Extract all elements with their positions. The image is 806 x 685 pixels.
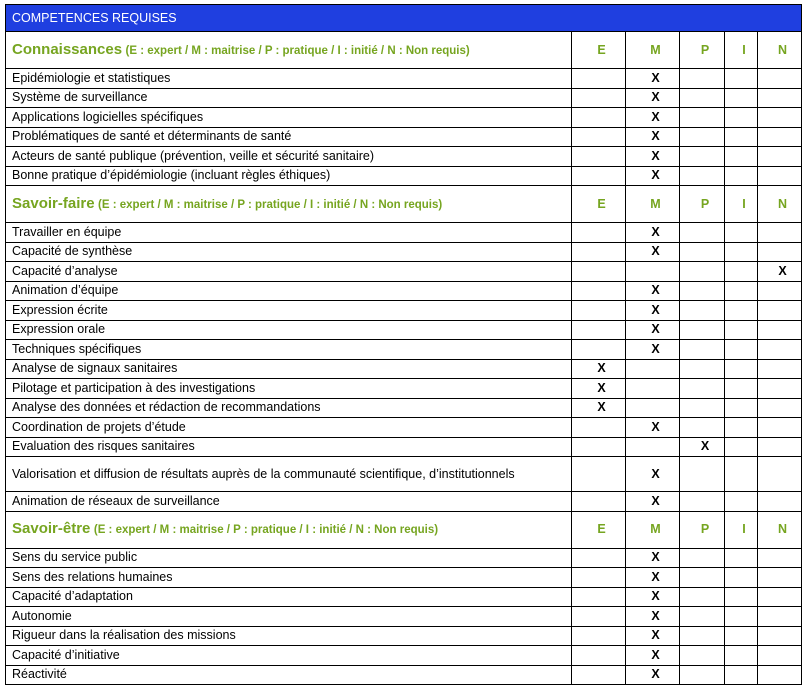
level-cell-i bbox=[725, 166, 758, 186]
competence-label: Autonomie bbox=[6, 607, 572, 627]
level-mark: X bbox=[572, 379, 626, 399]
level-cell-i bbox=[725, 301, 758, 321]
level-cell-p bbox=[680, 147, 725, 167]
level-cell-p bbox=[680, 568, 725, 588]
level-mark: X bbox=[626, 281, 680, 301]
table-row bbox=[6, 340, 802, 360]
level-cell-e bbox=[572, 262, 626, 282]
level-cell-n bbox=[758, 398, 802, 418]
competence-label: Expression écrite bbox=[6, 301, 572, 321]
level-mark: X bbox=[626, 166, 680, 186]
banner-row bbox=[6, 5, 802, 32]
level-cell-n bbox=[758, 492, 802, 512]
level-cell-n bbox=[758, 242, 802, 262]
level-mark: X bbox=[626, 127, 680, 147]
level-cell-m bbox=[626, 359, 680, 379]
section-header-row bbox=[6, 186, 802, 223]
level-header-m: M bbox=[626, 511, 680, 548]
level-cell-p bbox=[680, 665, 725, 685]
level-mark: X bbox=[626, 665, 680, 685]
section-header bbox=[6, 511, 572, 548]
level-cell-i bbox=[725, 492, 758, 512]
level-cell-e bbox=[572, 665, 626, 685]
table-row bbox=[6, 457, 802, 492]
competence-label: Travailler en équipe bbox=[6, 223, 572, 243]
level-header-e: E bbox=[572, 511, 626, 548]
level-cell-i bbox=[725, 665, 758, 685]
table-row bbox=[6, 359, 802, 379]
table-row bbox=[6, 646, 802, 666]
level-cell-p bbox=[680, 607, 725, 627]
section-header-row bbox=[6, 511, 802, 548]
level-cell-n bbox=[758, 646, 802, 666]
competence-label: Applications logicielles spécifiques bbox=[6, 108, 572, 128]
level-mark: X bbox=[572, 398, 626, 418]
level-cell-n bbox=[758, 359, 802, 379]
level-mark: X bbox=[626, 626, 680, 646]
table-row bbox=[6, 69, 802, 89]
competence-label: Bonne pratique d’épidémiologie (incluant règles éthiques) bbox=[6, 166, 572, 186]
level-cell-p bbox=[680, 223, 725, 243]
section-legend: (E : expert / M : maitrise / P : pratique / I : initié / N : Non requis) bbox=[125, 44, 470, 57]
level-cell-e bbox=[572, 320, 626, 340]
level-cell-i bbox=[725, 587, 758, 607]
level-mark: X bbox=[626, 646, 680, 666]
level-mark: X bbox=[626, 607, 680, 627]
level-mark: X bbox=[626, 108, 680, 128]
level-mark: X bbox=[626, 568, 680, 588]
table-row bbox=[6, 147, 802, 167]
section-header bbox=[6, 186, 572, 223]
level-cell-n bbox=[758, 320, 802, 340]
table-row bbox=[6, 492, 802, 512]
table-row bbox=[6, 166, 802, 186]
level-cell-p bbox=[680, 626, 725, 646]
competence-label: Pilotage et participation à des investigations bbox=[6, 379, 572, 399]
level-cell-e bbox=[572, 281, 626, 301]
level-cell-e bbox=[572, 340, 626, 360]
level-cell-p bbox=[680, 587, 725, 607]
competence-label: Animation d’équipe bbox=[6, 281, 572, 301]
level-cell-n bbox=[758, 665, 802, 685]
section-legend: (E : expert / M : maitrise / P : pratique / I : initié / N : Non requis) bbox=[93, 524, 439, 536]
level-mark: X bbox=[626, 340, 680, 360]
section-header bbox=[6, 32, 572, 69]
competence-label: Coordination de projets d’étude bbox=[6, 418, 572, 438]
level-cell-n bbox=[758, 568, 802, 588]
level-cell-p bbox=[680, 418, 725, 438]
table-row bbox=[6, 281, 802, 301]
competence-label: Rigueur dans la réalisation des missions bbox=[6, 626, 572, 646]
competence-label: Capacité de synthèse bbox=[6, 242, 572, 262]
level-header-i: I bbox=[725, 186, 758, 223]
level-cell-e bbox=[572, 568, 626, 588]
level-cell-n bbox=[758, 548, 802, 568]
competence-label: Capacité d’analyse bbox=[6, 262, 572, 282]
level-cell-e bbox=[572, 548, 626, 568]
level-cell-n bbox=[758, 587, 802, 607]
level-cell-i bbox=[725, 281, 758, 301]
competence-label: Analyse de signaux sanitaires bbox=[6, 359, 572, 379]
level-cell-p bbox=[680, 69, 725, 89]
level-cell-e bbox=[572, 223, 626, 243]
level-cell-i bbox=[725, 548, 758, 568]
section-header-row bbox=[6, 32, 802, 69]
competence-label: Animation de réseaux de surveillance bbox=[6, 492, 572, 512]
competence-label: Evaluation des risques sanitaires bbox=[6, 437, 572, 457]
level-cell-p bbox=[680, 166, 725, 186]
table-row bbox=[6, 379, 802, 399]
level-header-m: M bbox=[626, 186, 680, 223]
level-cell-i bbox=[725, 147, 758, 167]
level-cell-p bbox=[680, 359, 725, 379]
table-row bbox=[6, 587, 802, 607]
level-mark: X bbox=[626, 69, 680, 89]
level-cell-p bbox=[680, 301, 725, 321]
level-cell-n bbox=[758, 379, 802, 399]
level-cell-i bbox=[725, 437, 758, 457]
level-header-i: I bbox=[725, 511, 758, 548]
competence-label: Capacité d’initiative bbox=[6, 646, 572, 666]
table-row bbox=[6, 665, 802, 685]
level-cell-m bbox=[626, 398, 680, 418]
level-cell-p bbox=[680, 548, 725, 568]
level-cell-p bbox=[680, 242, 725, 262]
level-cell-e bbox=[572, 69, 626, 89]
level-cell-p bbox=[680, 320, 725, 340]
level-cell-e bbox=[572, 607, 626, 627]
level-mark: X bbox=[626, 587, 680, 607]
level-cell-p bbox=[680, 281, 725, 301]
level-cell-i bbox=[725, 88, 758, 108]
level-cell-n bbox=[758, 281, 802, 301]
level-cell-e bbox=[572, 88, 626, 108]
level-cell-e bbox=[572, 127, 626, 147]
table-body bbox=[6, 5, 802, 685]
table-row bbox=[6, 418, 802, 438]
level-mark: X bbox=[626, 301, 680, 321]
level-cell-e bbox=[572, 108, 626, 128]
level-mark: X bbox=[758, 262, 802, 282]
level-header-m: M bbox=[626, 32, 680, 69]
level-cell-i bbox=[725, 398, 758, 418]
level-cell-p bbox=[680, 340, 725, 360]
section-title: Savoir-faire bbox=[12, 194, 95, 212]
level-cell-p bbox=[680, 398, 725, 418]
level-cell-i bbox=[725, 320, 758, 340]
table-row bbox=[6, 301, 802, 321]
table-row bbox=[6, 568, 802, 588]
table-row bbox=[6, 223, 802, 243]
level-cell-n bbox=[758, 340, 802, 360]
level-cell-e bbox=[572, 587, 626, 607]
section-legend: (E : expert / M : maitrise / P : pratique / I : initié / N : Non requis) bbox=[98, 198, 443, 211]
level-cell-n bbox=[758, 301, 802, 321]
competence-label: Techniques spécifiques bbox=[6, 340, 572, 360]
competence-label: Sens des relations humaines bbox=[6, 568, 572, 588]
level-cell-i bbox=[725, 359, 758, 379]
level-mark: X bbox=[626, 88, 680, 108]
level-cell-n bbox=[758, 147, 802, 167]
level-cell-i bbox=[725, 418, 758, 438]
level-header-p: P bbox=[680, 186, 725, 223]
table-row bbox=[6, 262, 802, 282]
table-row bbox=[6, 127, 802, 147]
competences-table bbox=[5, 4, 802, 685]
level-cell-p bbox=[680, 262, 725, 282]
table-row bbox=[6, 548, 802, 568]
level-mark: X bbox=[680, 437, 725, 457]
level-cell-m bbox=[626, 262, 680, 282]
level-cell-i bbox=[725, 607, 758, 627]
level-cell-p bbox=[680, 108, 725, 128]
table-row bbox=[6, 398, 802, 418]
table-row bbox=[6, 437, 802, 457]
table-row bbox=[6, 607, 802, 627]
competence-label: Valorisation et diffusion de résultats auprès de la communauté scientifique, d’institutionnels bbox=[6, 457, 572, 492]
level-cell-i bbox=[725, 568, 758, 588]
table-row bbox=[6, 626, 802, 646]
level-cell-n bbox=[758, 223, 802, 243]
competence-label: Réactivité bbox=[6, 665, 572, 685]
level-mark: X bbox=[626, 457, 680, 492]
level-mark: X bbox=[626, 320, 680, 340]
competence-label: Capacité d’adaptation bbox=[6, 587, 572, 607]
level-cell-n bbox=[758, 69, 802, 89]
level-cell-m bbox=[626, 437, 680, 457]
level-header-i: I bbox=[725, 32, 758, 69]
level-mark: X bbox=[626, 492, 680, 512]
level-cell-p bbox=[680, 379, 725, 399]
level-cell-i bbox=[725, 127, 758, 147]
level-mark: X bbox=[572, 359, 626, 379]
level-cell-n bbox=[758, 626, 802, 646]
level-mark: X bbox=[626, 242, 680, 262]
level-mark: X bbox=[626, 147, 680, 167]
level-cell-e bbox=[572, 457, 626, 492]
table-row bbox=[6, 242, 802, 262]
table-row bbox=[6, 88, 802, 108]
level-header-p: P bbox=[680, 32, 725, 69]
page-title: COMPETENCES REQUISES bbox=[6, 5, 802, 32]
level-cell-e bbox=[572, 437, 626, 457]
level-header-e: E bbox=[572, 186, 626, 223]
competence-label: Acteurs de santé publique (prévention, veille et sécurité sanitaire) bbox=[6, 147, 572, 167]
table-row bbox=[6, 320, 802, 340]
level-cell-e bbox=[572, 626, 626, 646]
level-cell-p bbox=[680, 646, 725, 666]
level-cell-e bbox=[572, 646, 626, 666]
level-cell-i bbox=[725, 379, 758, 399]
level-cell-p bbox=[680, 492, 725, 512]
level-header-n: N bbox=[758, 32, 802, 69]
level-cell-i bbox=[725, 340, 758, 360]
level-cell-e bbox=[572, 166, 626, 186]
level-cell-n bbox=[758, 127, 802, 147]
level-cell-e bbox=[572, 492, 626, 512]
level-mark: X bbox=[626, 418, 680, 438]
level-cell-n bbox=[758, 88, 802, 108]
level-cell-m bbox=[626, 379, 680, 399]
competence-label: Sens du service public bbox=[6, 548, 572, 568]
level-cell-p bbox=[680, 88, 725, 108]
level-cell-i bbox=[725, 646, 758, 666]
level-cell-i bbox=[725, 69, 758, 89]
level-cell-n bbox=[758, 418, 802, 438]
competence-label: Système de surveillance bbox=[6, 88, 572, 108]
section-title: Connaissances bbox=[12, 40, 123, 58]
section-title: Savoir-être bbox=[12, 520, 91, 537]
level-header-p: P bbox=[680, 511, 725, 548]
competence-label: Expression orale bbox=[6, 320, 572, 340]
level-cell-i bbox=[725, 457, 758, 492]
level-mark: X bbox=[626, 548, 680, 568]
level-cell-i bbox=[725, 242, 758, 262]
level-header-e: E bbox=[572, 32, 626, 69]
level-cell-e bbox=[572, 147, 626, 167]
level-cell-e bbox=[572, 301, 626, 321]
level-cell-n bbox=[758, 108, 802, 128]
level-cell-e bbox=[572, 242, 626, 262]
competence-label: Epidémiologie et statistiques bbox=[6, 69, 572, 89]
level-cell-n bbox=[758, 607, 802, 627]
level-mark: X bbox=[626, 223, 680, 243]
competence-label: Problématiques de santé et déterminants de santé bbox=[6, 127, 572, 147]
table-row bbox=[6, 108, 802, 128]
level-header-n: N bbox=[758, 511, 802, 548]
level-cell-n bbox=[758, 437, 802, 457]
level-cell-i bbox=[725, 262, 758, 282]
level-cell-i bbox=[725, 626, 758, 646]
level-cell-n bbox=[758, 166, 802, 186]
level-cell-p bbox=[680, 457, 725, 492]
level-cell-e bbox=[572, 418, 626, 438]
level-cell-i bbox=[725, 223, 758, 243]
level-cell-n bbox=[758, 457, 802, 492]
level-cell-i bbox=[725, 108, 758, 128]
level-cell-p bbox=[680, 127, 725, 147]
competence-label: Analyse des données et rédaction de recommandations bbox=[6, 398, 572, 418]
level-header-n: N bbox=[758, 186, 802, 223]
